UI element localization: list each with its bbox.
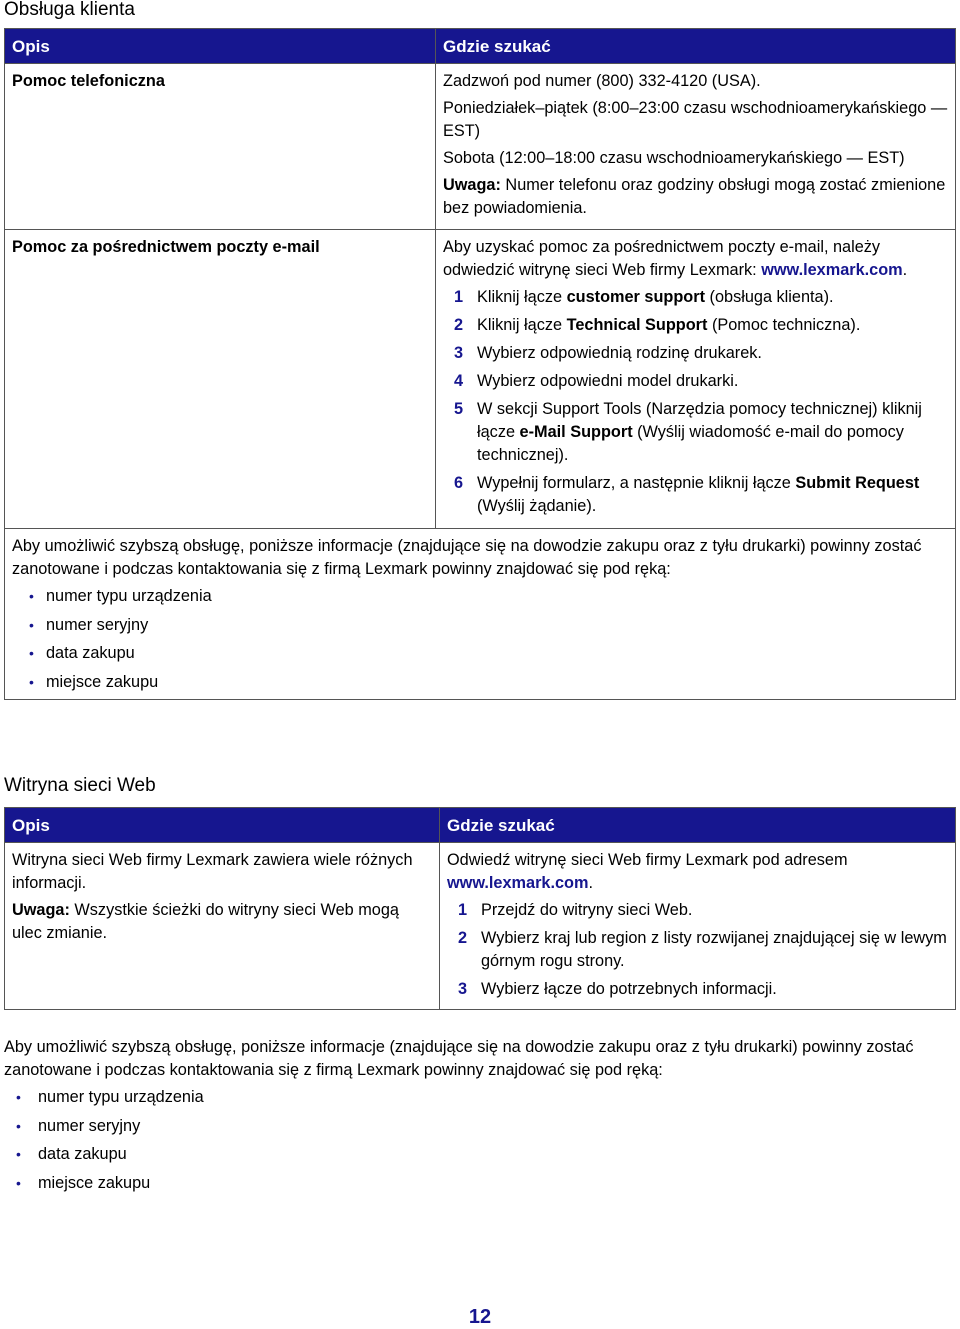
weekday-hours-text: Poniedziałek–piątek (8:00–23:00 czasu wschodnioamerykańskiego — EST) [443,99,948,140]
lexmark-link[interactable]: www.lexmark.com [447,874,589,892]
bullet-text: data zakupu [46,644,135,662]
bullet-icon: • [29,616,34,633]
list-item [447,899,948,922]
column-header-description: Opis [5,29,436,64]
saturday-hours-text: Sobota (12:00–18:00 czasu wschodnioamerykańskiego — EST) [443,149,905,167]
table-header-row [5,808,956,843]
table-header-row [5,29,956,64]
column-header-description: Opis [5,808,440,843]
lexmark-link[interactable]: www.lexmark.com [761,261,903,279]
list-item [443,286,948,309]
list-item [4,1143,944,1166]
step-text: Wybierz kraj lub region z listy rozwijanej znajdującej się w lewym górnym rogu strony. [481,929,947,970]
email-support-link-label: e-Mail Support [519,423,633,441]
phone-number-text: Zadzwoń pod numer (800) 332-4120 (USA). [443,72,761,90]
step-number: 2 [458,929,468,947]
list-item [443,342,948,365]
footer-bullet-list [12,585,948,694]
bullet-text: numer seryjny [38,1116,141,1135]
row-label-phone: Pomoc telefoniczna [5,64,436,230]
submit-request-link-label: Submit Request [795,474,920,492]
step-text-end: (Wyślij żądanie). [477,497,597,515]
website-intro [447,849,948,895]
list-item [12,585,948,608]
list-item [443,314,948,337]
website-where-cell [440,843,956,1010]
bullet-text: numer typu urządzenia [38,1088,204,1106]
list-item [443,370,948,393]
step-text: Kliknij łącze [477,316,567,334]
bullet-text: numer seryjny [46,615,149,634]
note-text: Wszystkie ścieżki do witryny sieci Web mogą ulec zmianie. [12,901,399,942]
bullet-text: data zakupu [38,1145,127,1163]
list-item [4,1172,944,1195]
step-text: Kliknij łącze [477,288,567,306]
step-text: Wybierz łącze do potrzebnych informacji. [481,980,777,998]
bullet-icon: • [16,1174,21,1191]
customer-support-link-label: customer support [566,288,706,306]
website-intro-text: Odwiedź witrynę sieci Web firmy Lexmark pod adresem [447,851,848,869]
table-row-email [5,230,956,529]
note-label: Uwaga: [443,176,501,194]
note-label: Uwaga: [12,901,70,919]
website-steps-list [447,899,948,1001]
list-item [443,398,948,467]
step-text-end: (Wyślij wiadomość e-mail do pomocy technicznej). [477,423,904,464]
footer-cell [5,529,956,700]
step-number: 3 [454,344,464,362]
table-row-website [5,843,956,1010]
website-intro-end: . [588,874,593,892]
bottom-info [4,1036,944,1200]
website-note [12,899,432,945]
list-item [4,1086,944,1109]
step-number: 1 [458,901,468,919]
step-text-end: (obsługa klienta). [705,288,834,306]
step-number: 1 [454,288,464,306]
step-number: 5 [454,400,464,418]
row-content-email [436,230,956,529]
bullet-icon: • [16,1089,21,1105]
list-item [12,671,948,694]
step-text: Wybierz odpowiedni model drukarki. [477,372,739,390]
table-row-phone [5,64,956,230]
website-description-cell [5,843,440,1010]
step-text: Wybierz odpowiednią rodzinę drukarek. [477,344,762,362]
bullet-icon: • [29,588,34,604]
footer-text: Aby umożliwić szybszą obsługę, poniższe informacje (znajdujące się na dowodzie zakupu oraz z tyłu drukarki) powinny zostać zanotowane i podczas kontaktowania się z firmą Lexmark powinny znajdować się pod ręką: [12,537,922,578]
email-steps-list [443,286,948,518]
technical-support-link-label: Technical Support [566,316,708,334]
step-text-end: (Pomoc techniczna). [707,316,861,334]
step-text: W sekcji Support Tools (Narzędzia pomocy technicznej) kliknij łącze [477,400,922,441]
bullet-icon: • [29,673,34,690]
row-label-email: Pomoc za pośrednictwem poczty e-mail [5,230,436,529]
list-item [447,927,948,973]
step-number: 3 [458,980,468,998]
email-intro-text: Aby uzyskać pomoc za pośrednictwem poczty e-mail, należy odwiedzić witrynę sieci Web firmy Lexmark: [443,238,881,279]
bullet-icon: • [16,1146,21,1162]
bullet-text: numer typu urządzenia [46,587,212,605]
list-item [447,978,948,1001]
table-row-footer [5,529,956,700]
step-number: 4 [454,372,464,390]
email-intro-end: . [902,261,908,279]
website-table [4,807,956,1010]
list-item [12,614,948,637]
list-item [443,472,948,518]
bottom-bullet-list [4,1086,944,1195]
column-header-where-to-look: Gdzie szukać [436,29,956,64]
step-text: Przejdź do witryny sieci Web. [481,901,693,919]
website-description: Witryna sieci Web firmy Lexmark zawiera wiele różnych informacji. [12,851,413,892]
row-content-phone [436,64,956,230]
list-item [12,642,948,665]
list-item [4,1115,944,1138]
section-title-website: Witryna sieci Web [4,775,156,796]
customer-support-table [4,28,956,700]
bullet-icon: • [29,645,34,661]
section-title-customer-support: Obsługa klienta [4,0,135,20]
step-number: 6 [454,474,464,492]
step-number: 2 [454,316,464,334]
phone-note [443,174,948,220]
bullet-text: miejsce zakupu [38,1173,151,1192]
note-text: Numer telefonu oraz godziny obsługi mogą zostać zmienione bez powiadomienia. [443,176,946,217]
email-intro [443,236,948,282]
bullet-icon: • [16,1117,21,1134]
bullet-text: miejsce zakupu [46,672,159,691]
page-number: 12 [468,1306,492,1328]
column-header-where-to-look: Gdzie szukać [440,808,956,843]
step-text: Wypełnij formularz, a następnie kliknij łącze [477,474,796,492]
bottom-text: Aby umożliwić szybszą obsługę, poniższe informacje (znajdujące się na dowodzie zakupu oraz z tyłu drukarki) powinny zostać zanotowane i podczas kontaktowania się z firmą Lexmark powinny znajdować się pod ręką: [4,1038,914,1079]
